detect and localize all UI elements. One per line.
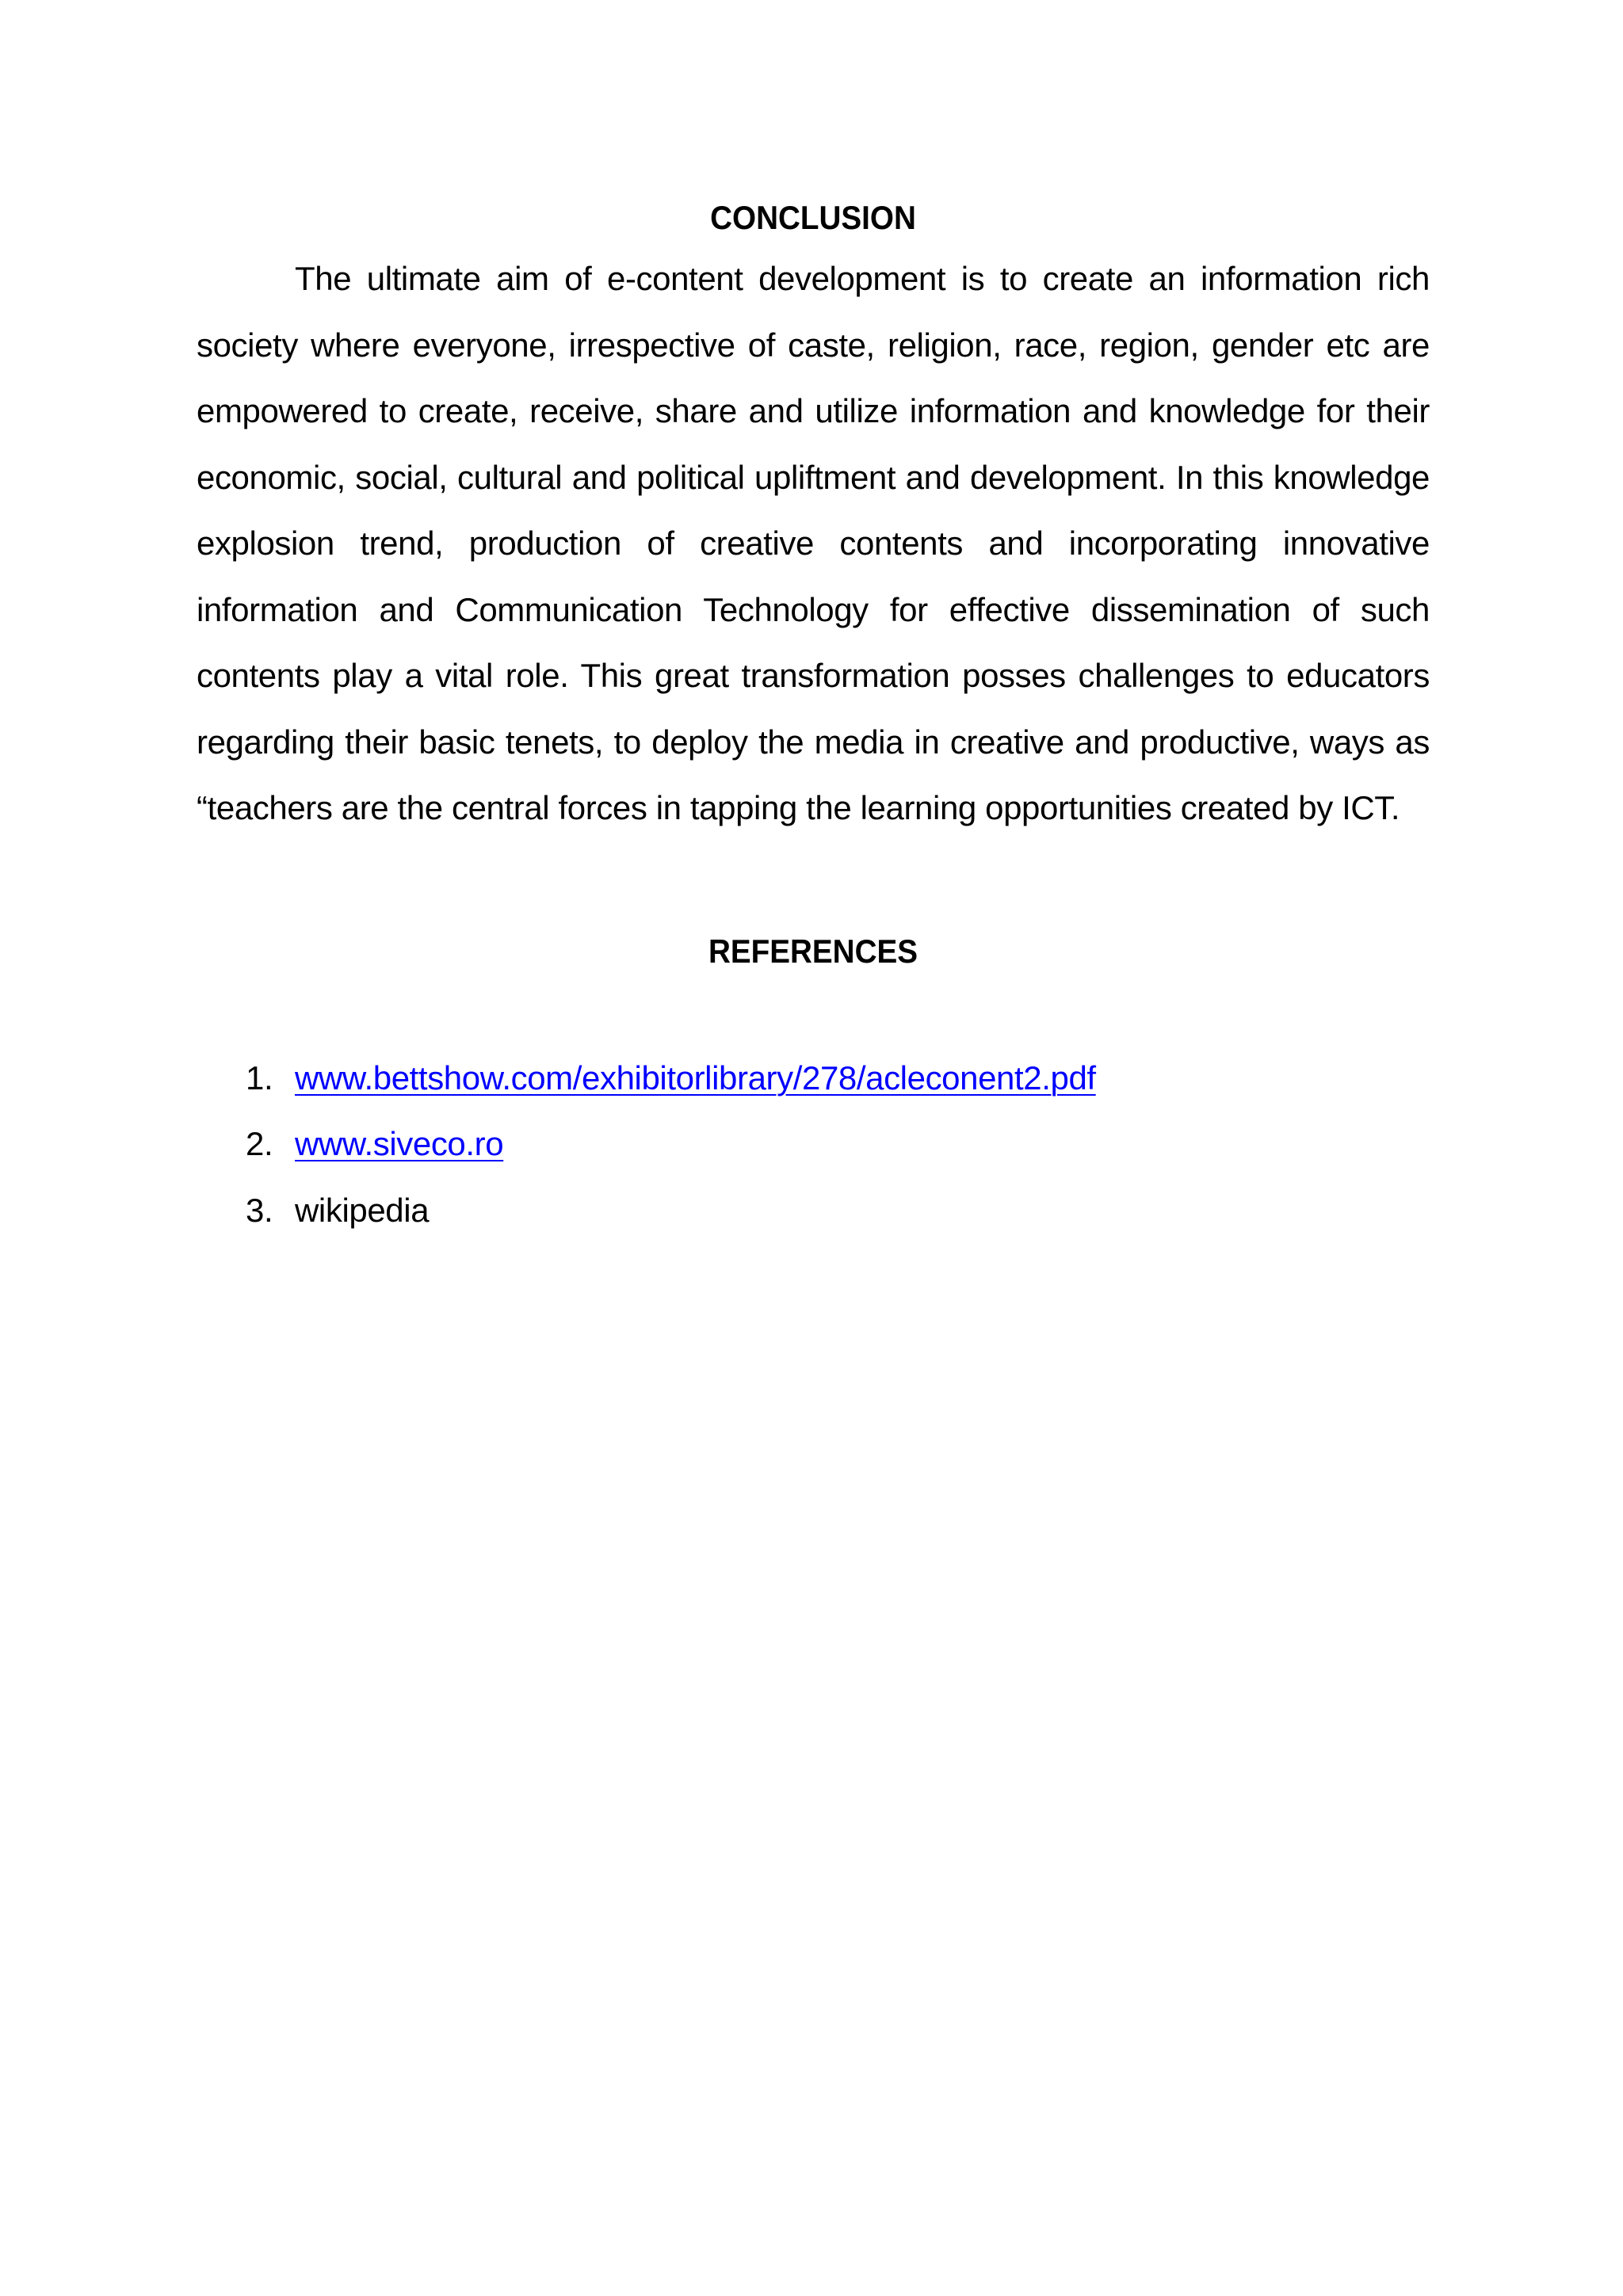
- page-content: [197, 190, 1430, 1243]
- reference-item-1: [197, 1045, 1430, 1112]
- reference-link-siveco[interactable]: www.siveco.ro: [295, 1125, 504, 1162]
- reference-number: 3.: [246, 1191, 273, 1229]
- reference-item-2: [197, 1111, 1430, 1177]
- reference-text-wikipedia: wikipedia: [295, 1191, 430, 1229]
- reference-item-3: [197, 1177, 1430, 1244]
- reference-link-bettshow[interactable]: www.bettshow.com/exhibitorlibrary/278/acleconent2.pdf: [295, 1058, 1096, 1097]
- reference-number: 1.: [246, 1058, 273, 1097]
- conclusion-paragraph: The ultimate aim of e-content development is to create an information rich society where everyone, irrespective of caste, religion, race, region, gender etc are empowered to create, receive, share and utilize information and knowledge for their economic, social, cultural and political upliftment and development. In this knowledge explosion trend, production of creative contents and incorporating innovative information and Communication Technology for effective dissemination of such contents play a vital role. This great transformation posses challenges to educators regarding their basic tenets, to deploy the media in creative and productive, ways as “teachers are the central forces in tapping the learning opportunities created by ICT.: [197, 260, 1430, 826]
- conclusion-heading: CONCLUSION: [710, 199, 916, 236]
- references-heading: REFERENCES: [708, 932, 918, 970]
- reference-number: 2.: [246, 1125, 273, 1162]
- references-list: [197, 1045, 1430, 1244]
